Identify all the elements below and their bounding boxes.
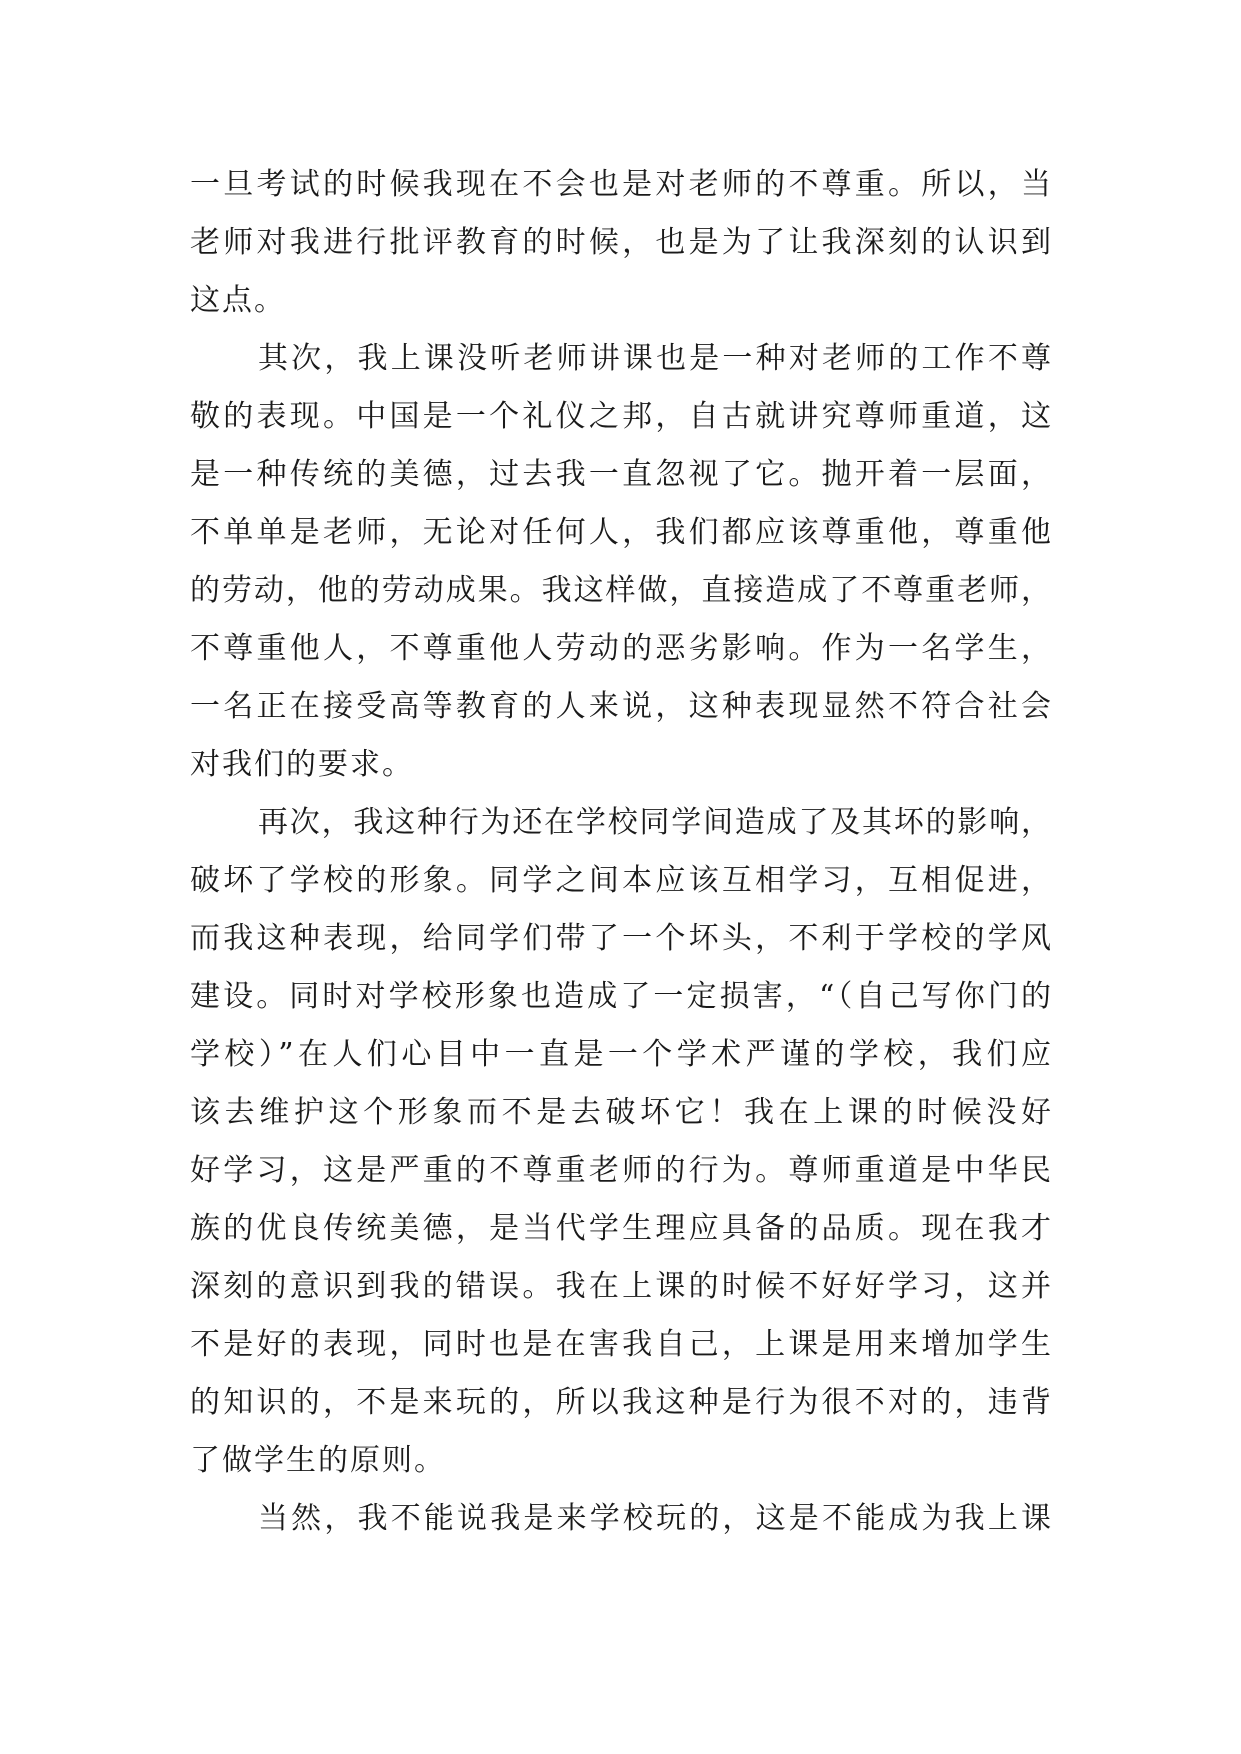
text-line: 不尊重他人，不尊重他人劳动的恶劣影响。作为一名学生， xyxy=(190,631,1051,666)
text-line: 破坏了学校的形象。同学之间本应该互相学习，互相促进， xyxy=(190,863,1051,898)
text-line: 是一种传统的美德，过去我一直忽视了它。抛开着一层面， xyxy=(190,457,1051,492)
text-line: 不是好的表现，同时也是在害我自己，上课是用来增加学生 xyxy=(190,1327,1051,1362)
text-line: 不单单是老师，无论对任何人，我们都应该尊重他，尊重他 xyxy=(190,515,1051,550)
paragraph-first-line: 当然，我不能说我是来学校玩的，这是不能成为我上课 xyxy=(258,1501,1051,1536)
text-line: 的知识的，不是来玩的，所以我这种是行为很不对的，违背 xyxy=(190,1385,1051,1420)
text-line: 的劳动，他的劳动成果。我这样做，直接造成了不尊重老师， xyxy=(190,573,1051,608)
text-line: 敬的表现。中国是一个礼仪之邦，自古就讲究尊师重道，这 xyxy=(190,399,1051,434)
paragraph-first-line: 再次，我这种行为还在学校同学间造成了及其坏的影响， xyxy=(258,805,1051,840)
text-line: 建设。同时对学校形象也造成了一定损害，“（自己写你门的 xyxy=(190,979,1051,1014)
text-line: 深刻的意识到我的错误。我在上课的时候不好好学习，这并 xyxy=(190,1269,1051,1304)
paragraph-first-line: 其次，我上课没听老师讲课也是一种对老师的工作不尊 xyxy=(258,341,1051,376)
text-line: 对我们的要求。 xyxy=(190,747,414,782)
text-line: 老师对我进行批评教育的时候，也是为了让我深刻的认识到 xyxy=(190,225,1051,260)
text-line: 这点。 xyxy=(190,283,286,318)
text-line: 该去维护这个形象而不是去破坏它！我在上课的时候没好 xyxy=(190,1095,1051,1130)
text-line: 了做学生的原则。 xyxy=(190,1443,446,1478)
text-line: 一旦考试的时候我现在不会也是对老师的不尊重。所以，当 xyxy=(190,167,1051,202)
text-line: 而我这种表现，给同学们带了一个坏头，不利于学校的学风 xyxy=(190,921,1051,956)
text-line: 好学习，这是严重的不尊重老师的行为。尊师重道是中华民 xyxy=(190,1153,1051,1188)
text-line: 族的优良传统美德，是当代学生理应具备的品质。现在我才 xyxy=(190,1211,1051,1246)
text-line: 学校）”在人们心目中一直是一个学术严谨的学校，我们应 xyxy=(190,1037,1051,1072)
text-line: 一名正在接受高等教育的人来说，这种表现显然不符合社会 xyxy=(190,689,1051,724)
